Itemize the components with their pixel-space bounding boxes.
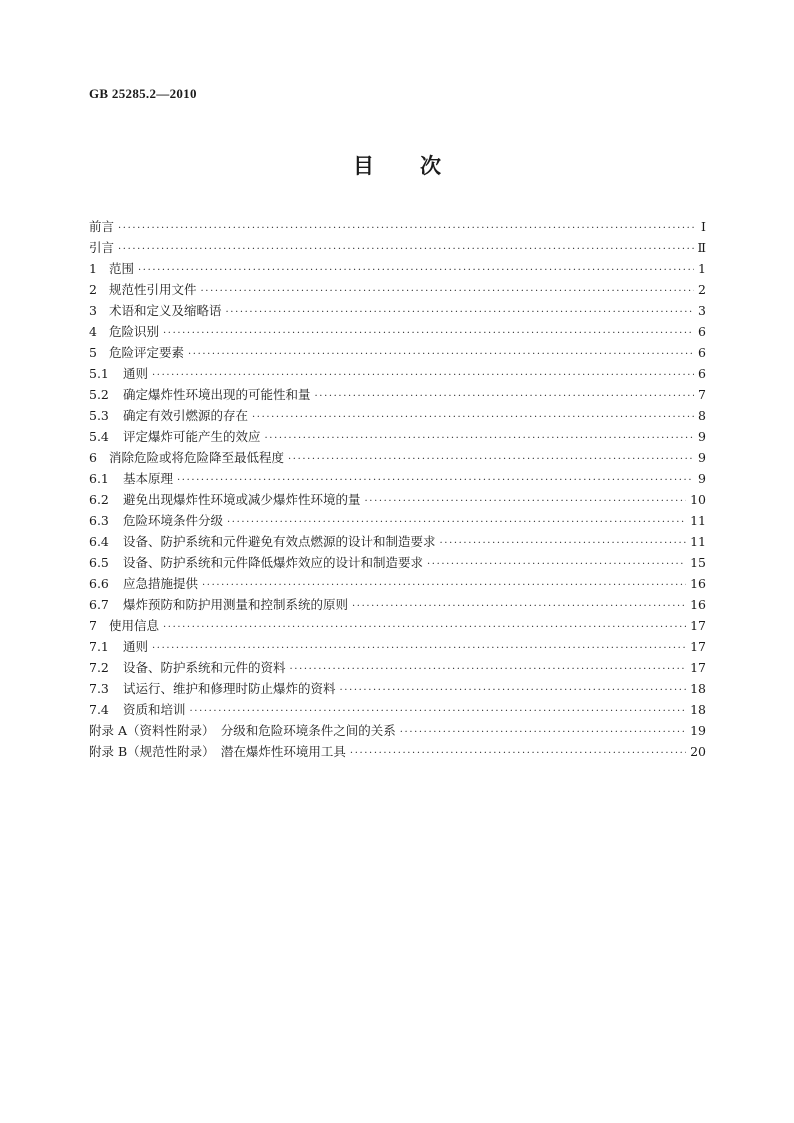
toc-entry-title: 设备、防护系统和元件降低爆炸效应的设计和制造要求 bbox=[123, 555, 424, 570]
toc-leader-dots bbox=[227, 512, 686, 533]
toc-entry[interactable] bbox=[89, 384, 706, 405]
toc-entry[interactable] bbox=[89, 657, 706, 678]
toc-leader-dots bbox=[400, 722, 686, 743]
toc-leader-dots bbox=[201, 281, 695, 302]
toc-leader-dots bbox=[290, 659, 687, 680]
toc-entry-number: 2 bbox=[89, 282, 97, 297]
toc-entry-title: 评定爆炸可能产生的效应 bbox=[123, 429, 261, 444]
toc-entry-number: 1 bbox=[89, 261, 97, 276]
toc-entry-title: 规范性引用文件 bbox=[109, 282, 197, 297]
toc-entry[interactable] bbox=[89, 342, 706, 363]
toc-entry-number: 6.2 bbox=[89, 492, 109, 507]
toc-entry-number: 7 bbox=[89, 618, 97, 633]
toc-entry-number: 7.1 bbox=[89, 639, 109, 654]
toc-entry-title: 设备、防护系统和元件的资料 bbox=[123, 660, 286, 675]
toc-entry[interactable] bbox=[89, 699, 706, 720]
toc-leader-dots bbox=[440, 533, 687, 554]
toc-entry-title: 确定有效引燃源的存在 bbox=[123, 408, 249, 423]
toc-entry-title: 术语和定义及缩略语 bbox=[109, 303, 222, 318]
toc-entry-title: 试运行、维护和修理时防止爆炸的资料 bbox=[123, 681, 336, 696]
toc-entry-page: 7 bbox=[698, 387, 706, 402]
toc-entry-title: 附录 B（规范性附录） 潜在爆炸性环境用工具 bbox=[89, 744, 346, 759]
toc-entry-title: 使用信息 bbox=[109, 618, 160, 633]
toc-entry-number: 4 bbox=[89, 324, 97, 339]
toc-entry[interactable] bbox=[89, 741, 706, 762]
toc-leader-dots bbox=[340, 680, 687, 701]
toc-leader-dots bbox=[265, 428, 695, 449]
toc-entry[interactable] bbox=[89, 279, 706, 300]
toc-entry-page: 20 bbox=[690, 744, 706, 759]
toc-entry[interactable] bbox=[89, 321, 706, 342]
toc-leader-dots bbox=[152, 365, 694, 386]
standard-code: GB 25285.2—2010 bbox=[89, 86, 197, 101]
toc-entry-number: 5.2 bbox=[89, 387, 109, 402]
toc-entry[interactable] bbox=[89, 468, 706, 489]
toc-leader-dots bbox=[427, 554, 686, 575]
toc-leader-dots bbox=[350, 743, 686, 764]
title-part-1: 目 bbox=[353, 153, 374, 178]
toc-leader-dots bbox=[163, 323, 694, 344]
toc-entry[interactable] bbox=[89, 531, 706, 552]
toc-entry[interactable] bbox=[89, 405, 706, 426]
toc-entry-number: 6.6 bbox=[89, 576, 109, 591]
toc-entry-page: 11 bbox=[690, 513, 706, 528]
toc-entry-title: 设备、防护系统和元件避免有效点燃源的设计和制造要求 bbox=[123, 534, 436, 549]
toc-entry-number: 6.1 bbox=[89, 471, 109, 486]
toc-entry[interactable] bbox=[89, 615, 706, 636]
toc-entry-number: 3 bbox=[89, 303, 97, 318]
toc-entry[interactable] bbox=[89, 594, 706, 615]
toc-entry[interactable] bbox=[89, 510, 706, 531]
toc-entry-title: 范围 bbox=[109, 261, 135, 276]
toc-leader-dots bbox=[177, 470, 694, 491]
toc-entry-title: 爆炸预防和防护用测量和控制系统的原则 bbox=[123, 597, 349, 612]
toc-entry[interactable] bbox=[89, 216, 706, 237]
toc-entry-title: 确定爆炸性环境出现的可能性和量 bbox=[123, 387, 311, 402]
toc-leader-dots bbox=[352, 596, 686, 617]
toc-leader-dots bbox=[315, 386, 695, 407]
toc-entry[interactable] bbox=[89, 678, 706, 699]
toc-leader-dots bbox=[190, 701, 687, 722]
toc-leader-dots bbox=[365, 491, 687, 512]
toc-entry-number: 6.5 bbox=[89, 555, 109, 570]
toc-entry[interactable] bbox=[89, 363, 706, 384]
toc-entry-page: 2 bbox=[698, 282, 706, 297]
toc-entry-number: 5.3 bbox=[89, 408, 109, 423]
toc-entry-title: 通则 bbox=[123, 366, 149, 381]
toc-entry-page: 18 bbox=[690, 681, 706, 696]
toc-entry-page: 19 bbox=[690, 723, 706, 738]
toc-leader-dots bbox=[118, 239, 693, 260]
toc-leader-dots bbox=[252, 407, 694, 428]
toc-entry-title: 前言 bbox=[89, 219, 115, 234]
toc-entry[interactable] bbox=[89, 489, 706, 510]
toc-leader-dots bbox=[288, 449, 694, 470]
title-part-2: 次 bbox=[420, 153, 441, 178]
toc-entry-number: 6.3 bbox=[89, 513, 109, 528]
toc-entry-number: 7.4 bbox=[89, 702, 109, 717]
table-of-contents bbox=[89, 216, 706, 762]
toc-entry-number: 5.1 bbox=[89, 366, 109, 381]
toc-entry-title: 危险环境条件分级 bbox=[123, 513, 224, 528]
toc-entry-title: 避免出现爆炸性环境或减少爆炸性环境的量 bbox=[123, 492, 361, 507]
toc-entry-page: 10 bbox=[690, 492, 706, 507]
toc-entry-page: Ⅱ bbox=[697, 240, 706, 255]
toc-entry-title: 引言 bbox=[89, 240, 115, 255]
toc-entry-number: 5.4 bbox=[89, 429, 109, 444]
toc-entry-number: 6 bbox=[89, 450, 97, 465]
toc-leader-dots bbox=[202, 575, 686, 596]
toc-entry[interactable] bbox=[89, 300, 706, 321]
toc-entry-page: 8 bbox=[698, 408, 706, 423]
toc-entry-number: 5 bbox=[89, 345, 97, 360]
toc-leader-dots bbox=[226, 302, 695, 323]
toc-entry-number: 6.7 bbox=[89, 597, 109, 612]
toc-entry-title: 资质和培训 bbox=[123, 702, 186, 717]
toc-entry-title: 基本原理 bbox=[123, 471, 174, 486]
toc-leader-dots bbox=[138, 260, 694, 281]
toc-entry-number: 6.4 bbox=[89, 534, 109, 549]
toc-entry-title: 消除危险或将危险降至最低程度 bbox=[109, 450, 285, 465]
toc-entry[interactable] bbox=[89, 426, 706, 447]
toc-leader-dots bbox=[188, 344, 694, 365]
toc-entry-page: 17 bbox=[690, 618, 706, 633]
toc-entry-page: 17 bbox=[690, 639, 706, 654]
toc-entry-page: 6 bbox=[698, 324, 706, 339]
toc-entry-page: 18 bbox=[690, 702, 706, 717]
toc-entry-page: 9 bbox=[698, 450, 706, 465]
toc-entry[interactable] bbox=[89, 636, 706, 657]
toc-entry-title: 危险识别 bbox=[109, 324, 160, 339]
toc-entry-page: Ⅰ bbox=[701, 219, 706, 234]
toc-entry-page: 15 bbox=[690, 555, 706, 570]
toc-entry[interactable] bbox=[89, 720, 706, 741]
toc-entry-page: 17 bbox=[690, 660, 706, 675]
toc-entry-page: 16 bbox=[690, 576, 706, 591]
toc-entry-title: 危险评定要素 bbox=[109, 345, 185, 360]
toc-entry-page: 9 bbox=[698, 471, 706, 486]
toc-leader-dots bbox=[152, 638, 686, 659]
toc-leader-dots bbox=[118, 218, 697, 239]
toc-entry-page: 6 bbox=[698, 366, 706, 381]
toc-entry[interactable] bbox=[89, 573, 706, 594]
toc-entry-page: 9 bbox=[698, 429, 706, 444]
toc-entry-number: 7.3 bbox=[89, 681, 109, 696]
toc-entry-page: 3 bbox=[698, 303, 706, 318]
toc-entry-page: 1 bbox=[698, 261, 706, 276]
toc-entry-page: 16 bbox=[690, 597, 706, 612]
toc-entry-page: 6 bbox=[698, 345, 706, 360]
toc-entry-number: 7.2 bbox=[89, 660, 109, 675]
toc-entry[interactable] bbox=[89, 258, 706, 279]
toc-entry-title: 附录 A（资料性附录） 分级和危险环境条件之间的关系 bbox=[89, 723, 396, 738]
toc-entry[interactable] bbox=[89, 237, 706, 258]
toc-entry[interactable] bbox=[89, 447, 706, 468]
page-title bbox=[0, 150, 794, 180]
toc-entry-title: 应急措施提供 bbox=[123, 576, 199, 591]
toc-entry[interactable] bbox=[89, 552, 706, 573]
toc-leader-dots bbox=[163, 617, 686, 638]
toc-entry-page: 11 bbox=[690, 534, 706, 549]
toc-entry-title: 通则 bbox=[123, 639, 149, 654]
